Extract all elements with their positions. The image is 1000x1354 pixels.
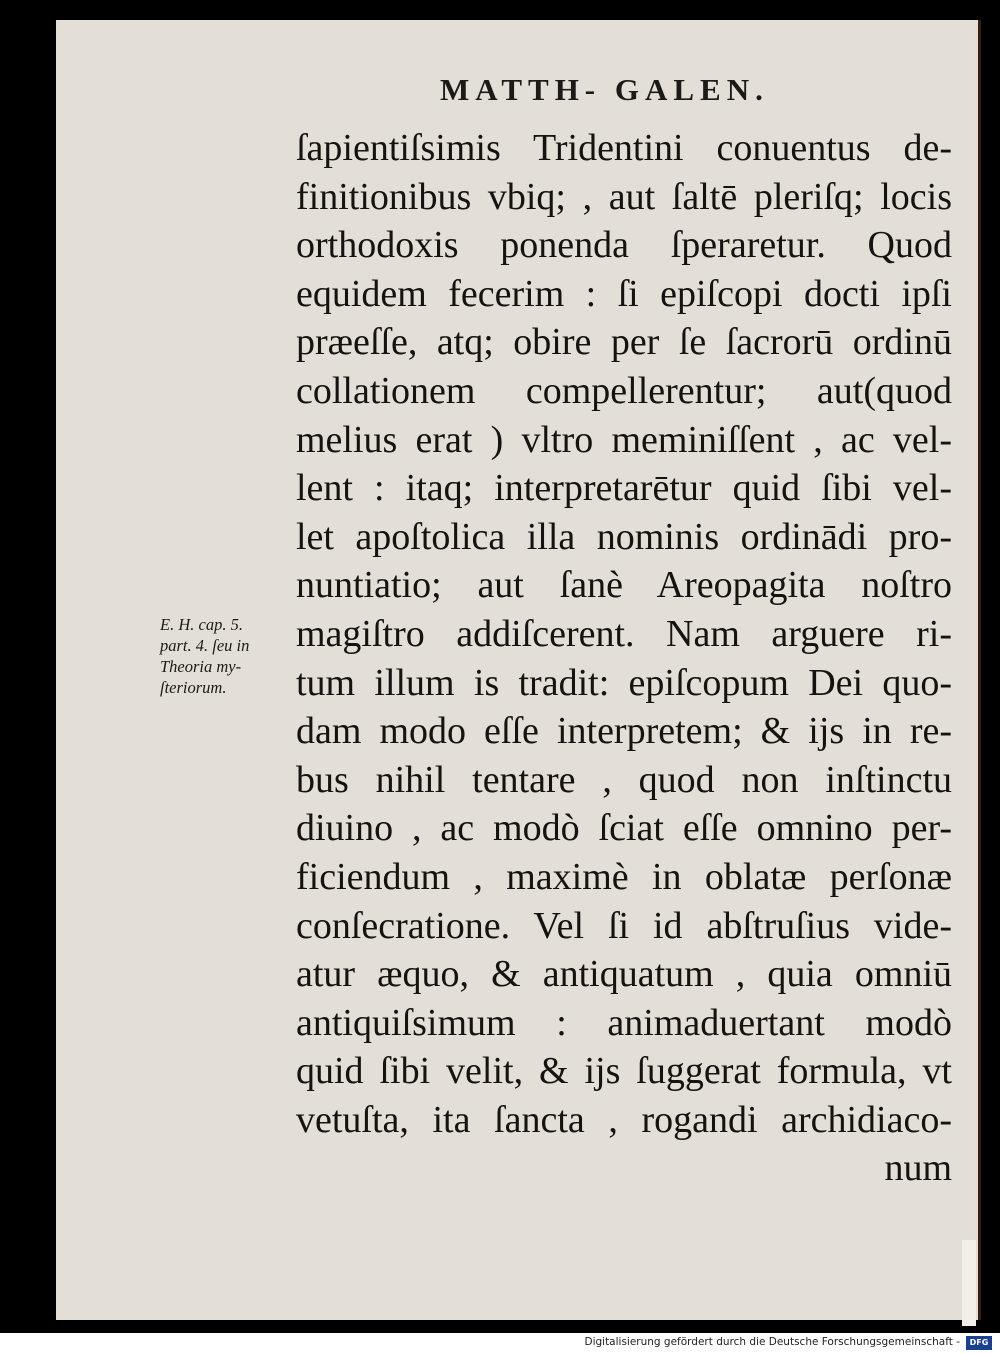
margin-note-line: ſteriorum.: [160, 678, 227, 697]
text-line: diuino , ac modò ſciat eſſe omnino per-: [296, 807, 952, 850]
text-line: præeſſe, atq; obire per ſe ſacrorū ordinū: [296, 321, 952, 364]
text-line: ficiendum , maximè in oblatæ perſonæ: [296, 855, 952, 898]
funding-credit: Digitalisierung gefördert durch die Deutsche Forschungsgemeinschaft -: [584, 1336, 960, 1348]
text-line: tum illum is tradit: epiſcopum Dei quo-: [296, 661, 952, 704]
text-line: nuntiatio; aut ſanè Areopagita noſtro: [296, 564, 952, 607]
text-line: magiſtro addiſcerent. Nam arguere ri-: [296, 612, 952, 655]
margin-note-line: part. 4. ſeu in: [160, 636, 250, 655]
text-line: vetuſta, ita ſancta , rogandi archidiaco-: [296, 1098, 952, 1141]
text-line: melius erat ) vltro meminiſſent , ac vel-: [296, 418, 952, 461]
text-line: bus nihil tentare , quod non inſtinctu: [296, 758, 952, 801]
text-line: dam modo eſſe interpretem; & ijs in re-: [296, 710, 952, 753]
text-line: equidem fecerim : ſi epiſcopi docti ipſi: [296, 272, 952, 315]
text-line: quid ſibi velit, & ijs ſuggerat formula, vt: [296, 1050, 952, 1093]
marginal-note: [160, 614, 296, 698]
text-line: lent : itaq; interpretarētur quid ſibi vel-: [296, 467, 952, 510]
text-line: conſecratione. Vel ſi id abſtruſius vide-: [296, 904, 952, 947]
dfg-logo: DFG: [966, 1336, 992, 1350]
footer-bar: [0, 1333, 1000, 1354]
text-line: finitionibus vbiq; , aut ſaltē pleriſq; locis: [296, 175, 952, 218]
page-edge: [962, 1240, 976, 1326]
margin-note-line: E. H. cap. 5.: [160, 615, 243, 634]
running-header: MATTH- GALEN.: [440, 72, 769, 107]
text-line: let apoſtolica illa nominis ordinādi pro-: [296, 515, 952, 558]
text-line: collationem compellerentur; aut(quod: [296, 369, 952, 412]
text-line: atur æquo, & antiquatum , quia omniū: [296, 953, 952, 996]
margin-note-line: Theoria my-: [160, 657, 242, 676]
text-line: orthodoxis ponenda ſperaretur. Quod: [296, 224, 952, 267]
catchword: num: [884, 1147, 952, 1190]
text-line: antiquiſsimum : animaduertant modò: [296, 1001, 952, 1044]
text-line: ſapientiſsimis Tridentini conuentus de-: [296, 127, 952, 169]
body-text: [296, 124, 952, 1193]
